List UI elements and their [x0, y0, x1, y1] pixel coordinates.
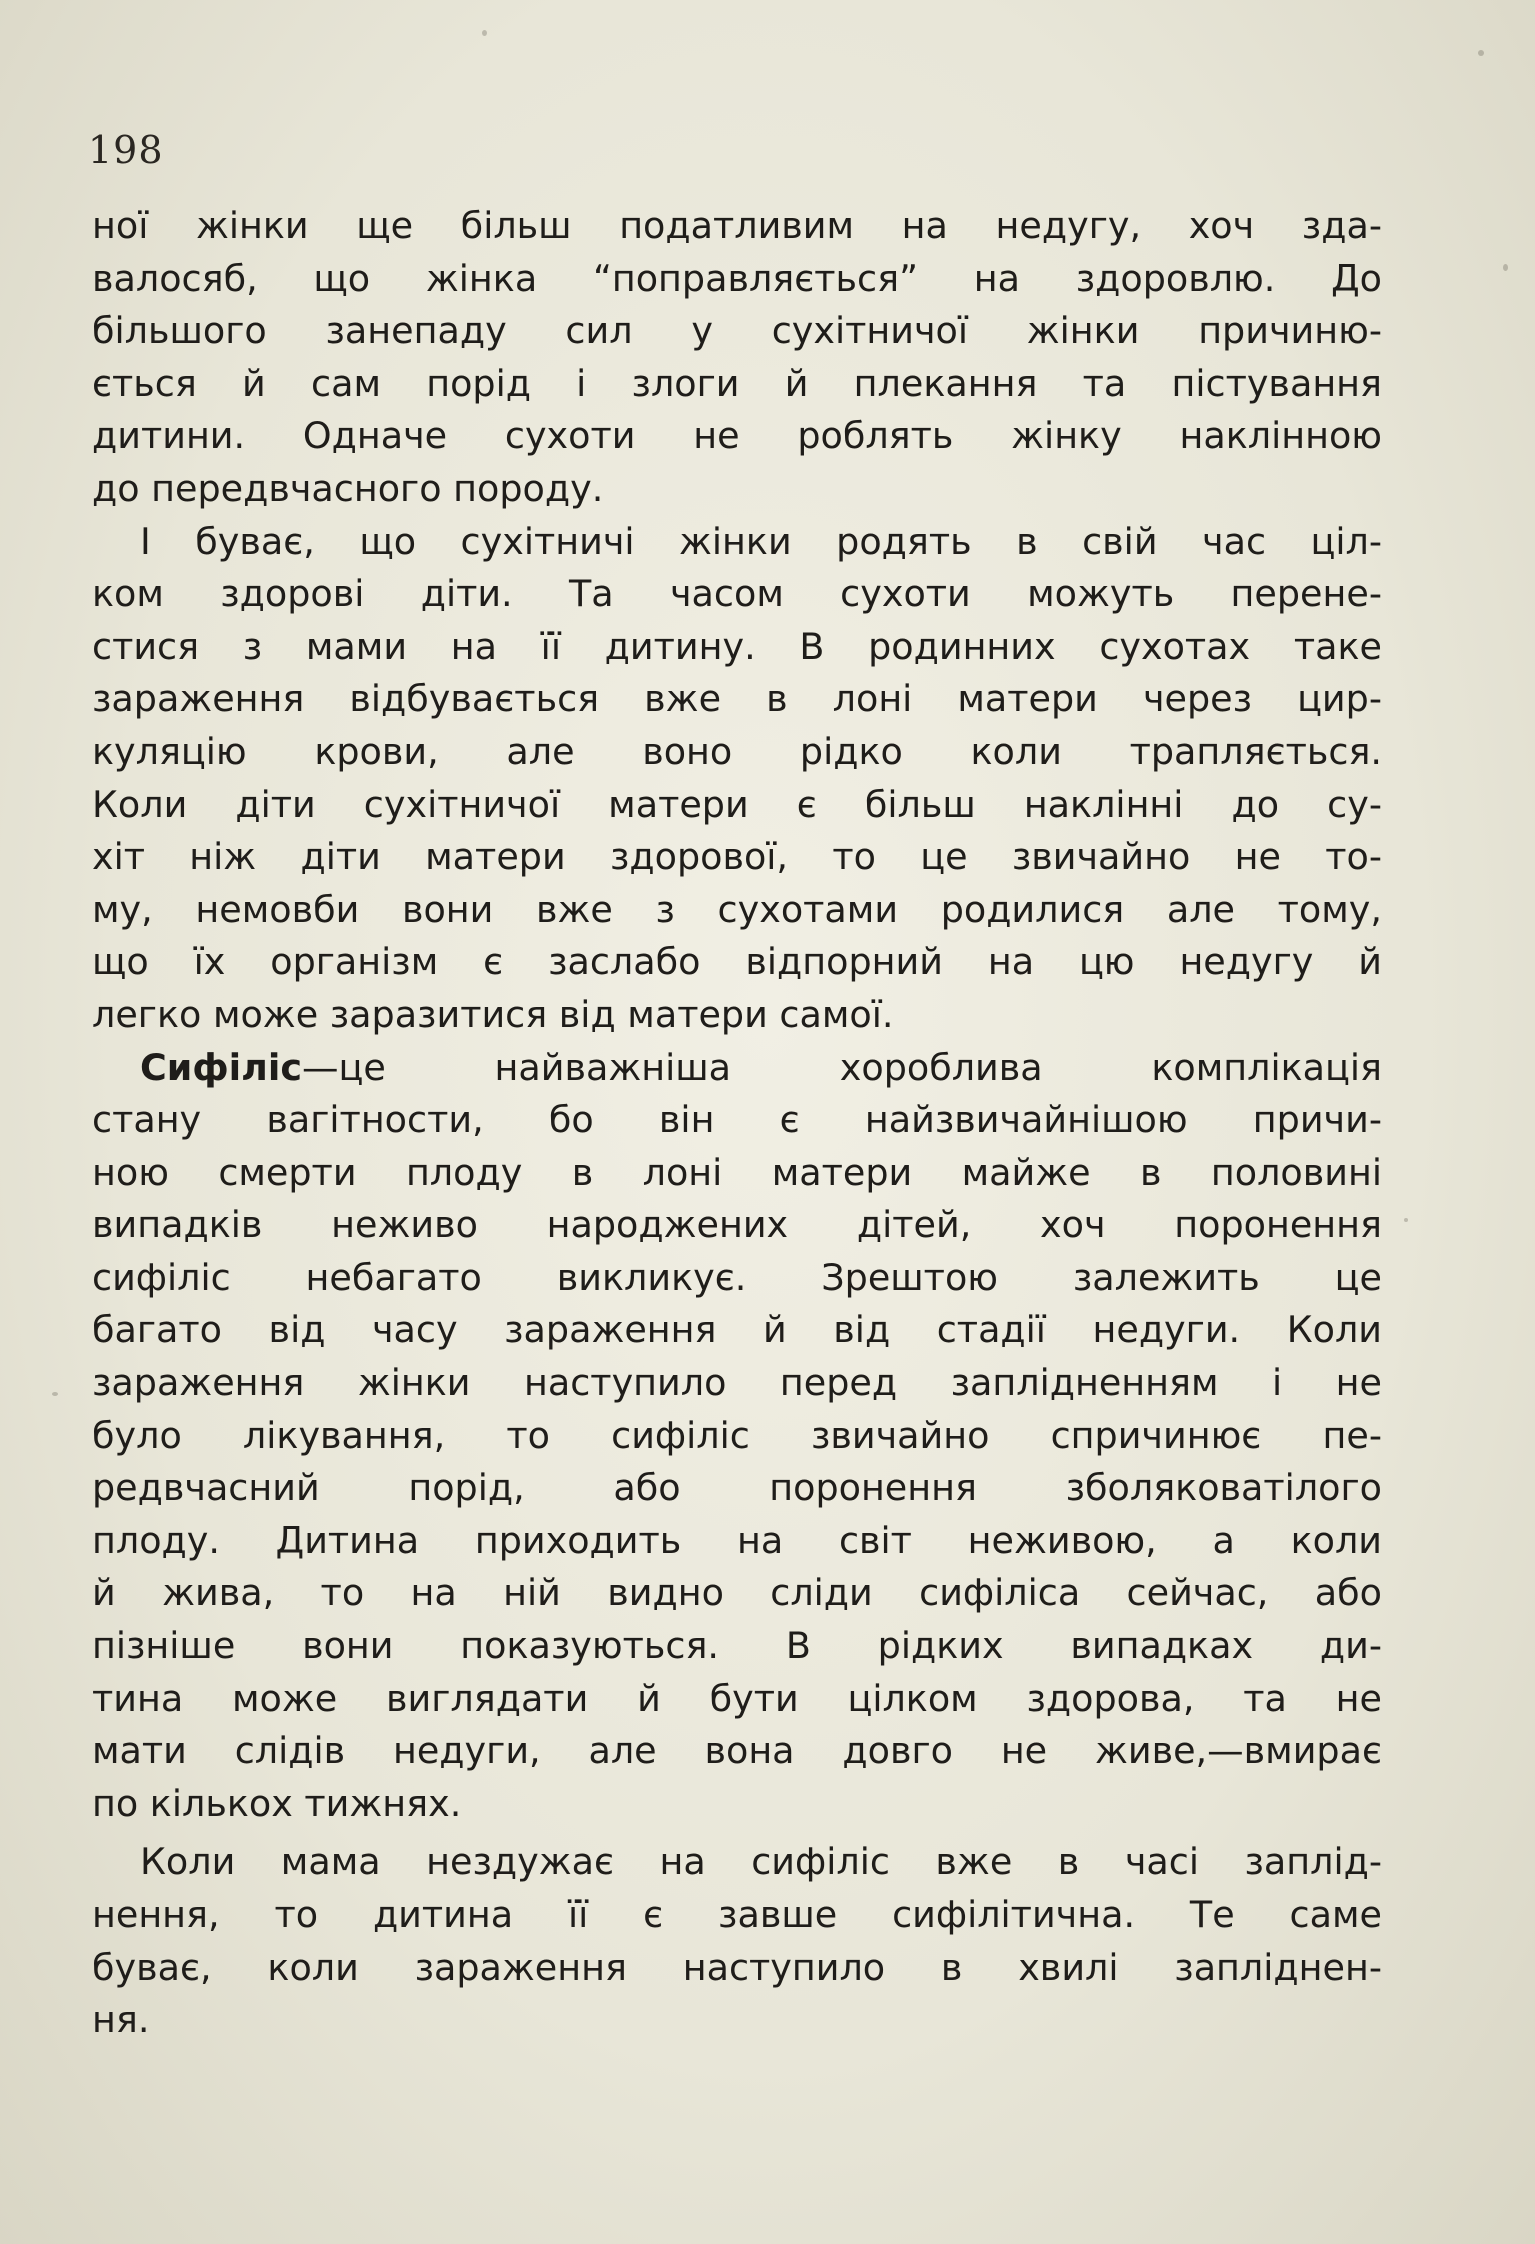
text-line: Коли діти сухітничої матери є більш наклінні до су- — [92, 782, 1382, 826]
text-line: сифіліс небагато викликує. Зрештою залежить це — [92, 1255, 1382, 1299]
text-line: ком здорові діти. Та часом сухоти можуть перене- — [92, 572, 1382, 616]
text-line: випадків неживо народжених дітей, хоч поронення — [92, 1203, 1382, 1247]
text-line: що їх організм є заслабо відпорний на цю недугу й — [92, 940, 1382, 984]
text-line: куляцію крови, але воно рідко коли трапляється. — [92, 729, 1382, 773]
section-term: Сифіліс — [140, 1045, 302, 1089]
text-line: нення, то дитина її є завше сифілітична. Те саме — [92, 1893, 1382, 1936]
text-line: зараження відбувається вже в лоні матери через цир- — [92, 677, 1382, 721]
text-line: Коли мама нездужає на сифіліс вже в часі заплід- — [140, 1840, 1382, 1884]
ink-speck — [52, 1392, 58, 1396]
text-line: му, немовби вони вже з сухотами родилися але тому, — [92, 887, 1382, 931]
text-line: стану вагітности, бо він є найзвичайнішою причи- — [92, 1098, 1382, 1142]
text-line: ної жінки ще більш податливим на недугу, хоч зда- — [92, 204, 1382, 247]
text-line: ється й сам порід і злоги й плекання та пістування — [92, 361, 1382, 405]
text-line: було лікування, то сифіліс звичайно спричинює пе- — [92, 1413, 1382, 1457]
text-line: хіт ніж діти матери здорової, то це звичайно не то- — [92, 835, 1382, 879]
paragraph-4 — [92, 1836, 1382, 2046]
ink-speck — [1478, 50, 1484, 56]
text-line — [92, 1042, 1382, 1095]
text-line: валосяб, що жінка “поправляється” на здоровлю. До — [92, 256, 1382, 300]
text-line: дитини. Одначе сухоти не роблять жінку наклінною — [92, 414, 1382, 458]
paragraph-3 — [92, 1042, 1382, 1831]
text-line-rest: —це найважніша хороблива комплікація — [301, 1045, 1382, 1089]
text-line: й жива, то на ній видно сліди сифіліса сейчас, або — [92, 1571, 1382, 1615]
text-line: стися з мами на її дитину. В родинних сухотах таке — [92, 624, 1382, 668]
text-line: плоду. Дитина приходить на світ неживою, а коли — [92, 1518, 1382, 1562]
text-line: тина може виглядати й бути цілком здорова, та не — [92, 1676, 1382, 1720]
page-number: 198 — [88, 128, 164, 172]
ink-speck — [482, 30, 487, 36]
text-line: І буває, що сухітничі жінки родять в свій час ціл- — [140, 519, 1382, 563]
text-line: пізніше вони показуються. В рідких випадках ди- — [92, 1624, 1382, 1668]
paragraph-1 — [92, 200, 1382, 516]
text-line: більшого занепаду сил у сухітничої жінки причиню- — [92, 309, 1382, 353]
text-line: мати слідів недуги, але вона довго не живе,—вмирає — [92, 1729, 1382, 1773]
paragraph-2 — [92, 516, 1382, 1042]
text-line: зараження жінки наступило перед заплідненням і не — [92, 1361, 1382, 1405]
text-line: редвчасний порід, або поронення зболяковатілого — [92, 1466, 1382, 1510]
text-line: ня. — [92, 1998, 150, 2042]
body-text — [92, 200, 1382, 2047]
ink-speck — [1404, 1218, 1408, 1222]
text-line: буває, коли зараження наступило в хвилі запліднен- — [92, 1945, 1382, 1989]
text-line: легко може заразитися від матери самої. — [92, 992, 894, 1036]
text-line: до передвчасного породу. — [92, 466, 604, 510]
text-line: ною смерти плоду в лоні матери майже в половині — [92, 1150, 1382, 1194]
ink-speck — [1503, 264, 1508, 271]
text-line: по кількох тижнях. — [92, 1781, 462, 1825]
text-line: багато від часу зараження й від стадії недуги. Коли — [92, 1308, 1382, 1352]
